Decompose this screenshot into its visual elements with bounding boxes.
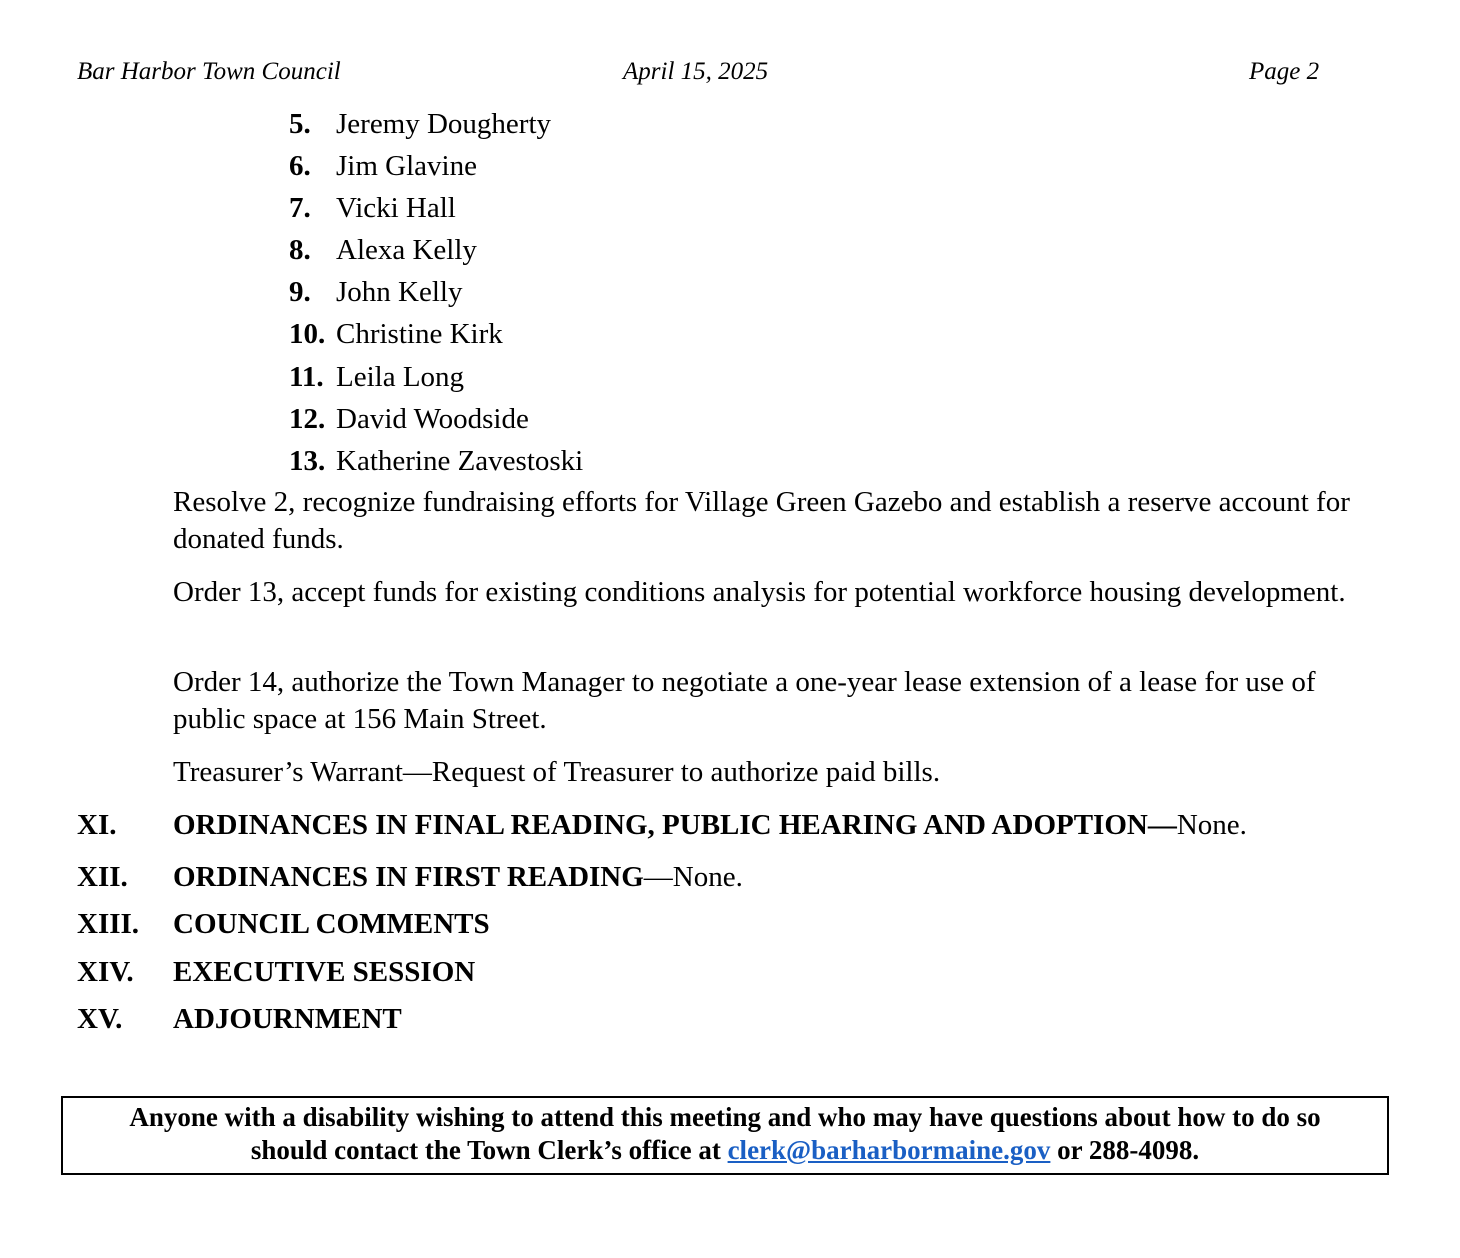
roster-item — [289, 314, 583, 356]
roster-number: 11. — [289, 360, 324, 393]
roster-number: 10. — [289, 318, 326, 351]
section-title: EXECUTIVE SESSION — [173, 956, 476, 988]
notice-line-1: Anyone with a disability wishing to attend this meeting and who may have questions about how to do so — [129, 1102, 1321, 1132]
section-title: COUNCIL COMMENTS — [173, 908, 490, 940]
roster-name: John Kelly — [336, 276, 463, 309]
section-title: ADJOURNMENT — [173, 1003, 402, 1035]
roster-number: 7. — [289, 192, 311, 225]
section-numeral: XIII. — [77, 908, 140, 940]
order-14-item: Order 14, authorize the Town Manager to negotiate a one-year lease extension of a lease for use of public space at 156 Main Street. — [173, 666, 1316, 735]
header-date: April 15, 2025 — [623, 58, 769, 85]
roster-name: Alexa Kelly — [336, 234, 477, 267]
section-title: ORDINANCES IN FIRST READING — [173, 861, 644, 893]
roster-item — [289, 357, 583, 399]
header-council-name: Bar Harbor Town Council — [77, 58, 341, 85]
section-title: ORDINANCES IN FINAL READING, PUBLIC HEARING AND ADOPTION— — [173, 809, 1177, 841]
roster-item — [289, 230, 583, 272]
roster-list — [289, 104, 583, 483]
roster-name: Katherine Zavestoski — [336, 444, 584, 477]
roster-number: 12. — [289, 402, 326, 435]
header-page-number: Page 2 — [1249, 58, 1320, 85]
roster-name: Jim Glavine — [336, 150, 477, 183]
roster-name: Jeremy Dougherty — [336, 108, 552, 140]
section-numeral: XII. — [77, 861, 128, 893]
roster-number: 9. — [289, 276, 311, 309]
roster-number: 6. — [289, 150, 311, 183]
roster-item — [289, 441, 583, 483]
resolve-2-item: Resolve 2, recognize fundraising efforts for Village Green Gazebo and establish a reserve account for donated funds. — [173, 486, 1350, 555]
roster-item — [289, 188, 583, 230]
roster-item — [289, 146, 583, 188]
roster-name: Christine Kirk — [336, 318, 503, 351]
order-13-item: Order 13, accept funds for existing conditions analysis for potential workforce housing development. — [173, 576, 1346, 608]
section-numeral: XI. — [77, 809, 117, 841]
roster-number: 5. — [289, 108, 311, 140]
notice-line-2-text: should contact the Town Clerk’s office at — [250, 1135, 728, 1165]
roster-item — [289, 104, 583, 146]
notice-phone-text: or 288-4098. — [1050, 1135, 1200, 1165]
roster-name: David Woodside — [336, 402, 529, 435]
section-suffix: —None. — [643, 861, 743, 893]
notice-line-2 — [63, 1134, 1387, 1167]
accessibility-notice — [61, 1096, 1389, 1175]
section-suffix: None. — [1176, 809, 1247, 841]
section-numeral: XIV. — [77, 956, 134, 988]
roster-item — [289, 399, 583, 441]
section-numeral: XV. — [77, 1003, 123, 1035]
roster-name: Leila Long — [336, 360, 465, 393]
roster-name: Vicki Hall — [336, 192, 456, 225]
roster-number: 8. — [289, 234, 311, 267]
clerk-email-link[interactable]: clerk@barharbormaine.gov — [727, 1135, 1051, 1165]
roster-item — [289, 272, 583, 314]
roster-number: 13. — [289, 444, 326, 477]
treasurers-warrant-item: Treasurer’s Warrant—Request of Treasurer to authorize paid bills. — [173, 756, 941, 788]
